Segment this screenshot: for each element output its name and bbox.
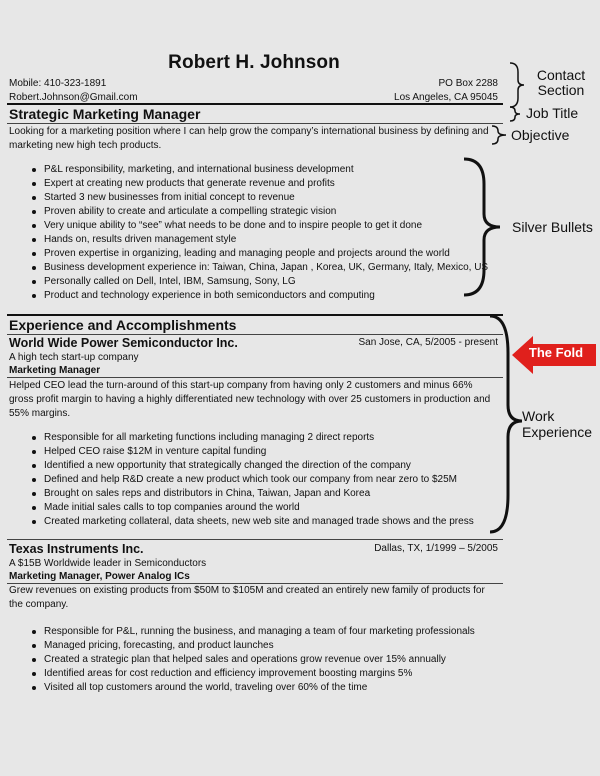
- list-item: Started 3 new businesses from initial concept to revenue: [9, 191, 488, 205]
- objective-brace: [490, 124, 512, 146]
- silver-bullets-label: Silver Bullets: [512, 219, 593, 235]
- list-item: Identified a new opportunity that strategically changed the direction of the company: [9, 459, 474, 473]
- job-bullet-list: [9, 625, 475, 695]
- list-item: Brought on sales reps and distributors in China, Taiwan, Japan and Korea: [9, 487, 474, 501]
- experience-heading: Experience and Accomplishments: [9, 317, 237, 333]
- contact-section-label: Contact Section: [536, 67, 586, 98]
- list-item: Created a strategic plan that helped sales and operations grow revenue over 15% annually: [9, 653, 475, 667]
- list-item: Business development experience in: Taiwan, China, Japan , Korea, UK, Germany, Italy, Mexico, US: [9, 261, 488, 275]
- job-summary: Helped CEO lead the turn-around of this start-up company from having only 2 customers and minus 66% gross profit margin to having a highly differentiated new technology with over 25 customers in production and 55% margins.: [9, 380, 491, 419]
- list-item: Identified areas for cost reduction and efficiency improvement boosting margins 5%: [9, 667, 475, 681]
- list-item: Helped CEO raise $12M in venture capital funding: [9, 445, 474, 459]
- list-item: Responsible for P&L, running the business, and managing a team of four marketing professionals: [9, 625, 475, 639]
- objective-label: Objective: [511, 127, 570, 143]
- company-name: World Wide Power Semiconductor Inc.: [9, 336, 238, 350]
- list-item: Proven ability to create and articulate a compelling strategic vision: [9, 205, 488, 219]
- list-item: P&L responsibility, marketing, and international business development: [9, 163, 488, 177]
- job-location-dates: Dallas, TX, 1/1999 – 5/2005: [374, 543, 498, 554]
- title-divider: [7, 123, 503, 124]
- list-item: Product and technology experience in both semiconductors and computing: [9, 289, 488, 303]
- experience-top-rule: [7, 314, 503, 316]
- list-item: Managed pricing, forecasting, and product launches: [9, 639, 475, 653]
- header-divider: [7, 103, 503, 105]
- list-item: Defined and help R&D create a new product which took our company from near zero to $25M: [9, 473, 474, 487]
- fold-label: The Fold: [528, 345, 584, 360]
- silver-bullets-brace: [462, 156, 506, 298]
- job-role: Marketing Manager, Power Analog ICs: [9, 571, 190, 582]
- company-tagline: A high tech start-up company: [9, 352, 139, 363]
- list-item: Personally called on Dell, Intel, IBM, Samsung, Sony, LG: [9, 275, 488, 289]
- job-summary: Grew revenues on existing products from $50M to $105M and created an entirely new family of products for the company.: [9, 585, 485, 610]
- address-line-2: Los Angeles, CA 95045: [394, 92, 498, 103]
- candidate-name: Robert H. Johnson: [168, 52, 340, 73]
- list-item: Very unique ability to “see” what needs to be done and to inspire people to get it done: [9, 219, 488, 233]
- objective-text: Looking for a marketing position where I can help grow the company’s international business by defining and marketing new high tech products.: [9, 126, 489, 151]
- work-experience-label: Work Experience: [522, 408, 593, 440]
- list-item: Proven expertise in organizing, leading and managing people and projects around the world: [9, 247, 488, 261]
- list-item: Visited all top customers around the world, traveling over 60% of the time: [9, 681, 475, 695]
- job-bullet-list: [9, 431, 474, 529]
- job-title-brace: [508, 106, 524, 122]
- job-title-label: Job Title: [526, 105, 579, 121]
- experience-divider: [7, 334, 503, 335]
- job-role: Marketing Manager: [9, 365, 101, 376]
- contact-brace: [508, 62, 528, 108]
- list-item: Made initial sales calls to top companies around the world: [9, 501, 474, 515]
- list-item: Expert at creating new products that generate revenue and profits: [9, 177, 488, 191]
- list-item: Hands on, results driven management style: [9, 233, 488, 247]
- mobile-number: Mobile: 410-323-1891: [9, 78, 107, 89]
- address-line-1: PO Box 2288: [438, 78, 498, 89]
- job-title: Strategic Marketing Manager: [9, 106, 201, 122]
- role-divider: [7, 377, 503, 378]
- company-name: Texas Instruments Inc.: [9, 542, 144, 556]
- company-tagline: A $15B Worldwide leader in Semiconductors: [9, 558, 207, 569]
- list-item: Created marketing collateral, data sheets, new web site and managed trade shows and the press: [9, 515, 474, 529]
- summary-bullet-list: [9, 163, 488, 303]
- section-divider: [7, 539, 503, 540]
- job-location-dates: San Jose, CA, 5/2005 - present: [358, 337, 498, 348]
- email-address: Robert.Johnson@Gmail.com: [9, 92, 138, 103]
- list-item: Responsible for all marketing functions including managing 2 direct reports: [9, 431, 474, 445]
